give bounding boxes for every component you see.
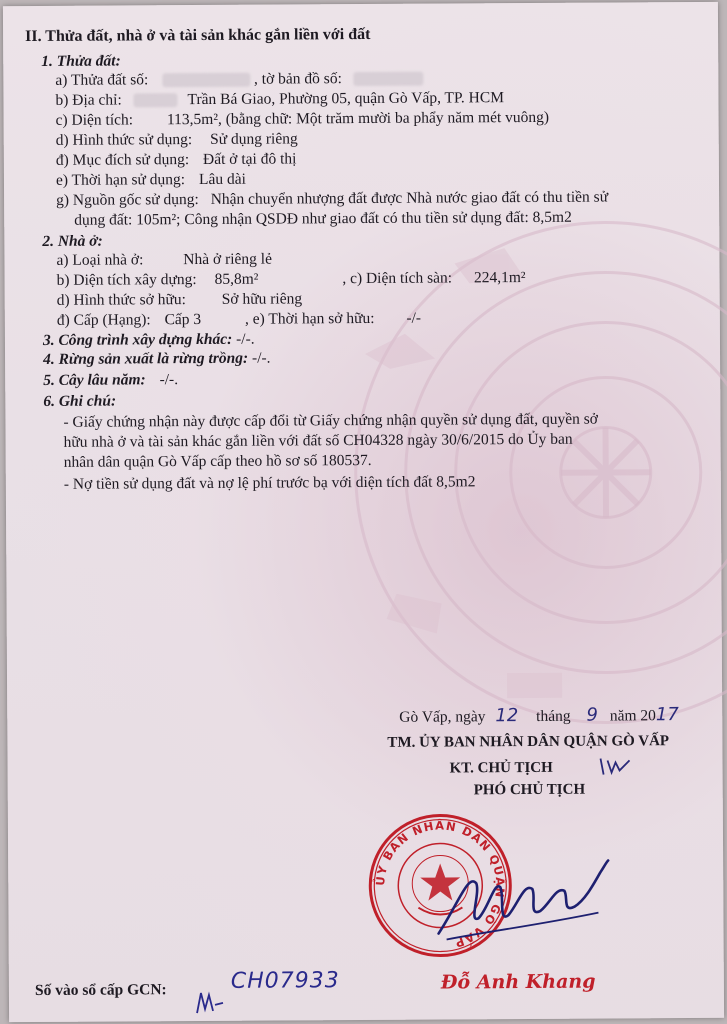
house-grade-value: Cấp 3	[164, 310, 202, 329]
other-construction-value: -/-.	[236, 330, 255, 348]
perennial-trees-row	[43, 371, 178, 390]
house-build-area-label: b) Diện tích xây dựng:	[56, 271, 197, 289]
house-floor-area-label: , c) Diện tích sàn:	[342, 269, 453, 288]
land-term-value: Lâu dài	[198, 170, 246, 188]
house-ownership-value: Sở hữu riêng	[221, 290, 303, 308]
planted-forest-label: 4. Rừng sản xuất là rừng trồng:	[43, 349, 249, 368]
signing-date-row	[399, 706, 679, 727]
land-term-row	[56, 171, 246, 190]
house-floor-area-value: 224,1m²	[473, 269, 526, 287]
land-origin-value-continued: dụng đất: 105m²; Công nhận QSDĐ như giao đất có thu tiền sử dụng đất: 8,5m2	[74, 208, 572, 229]
land-area-value: 113,5m², (bằng chữ: Một trăm mười ba phẩy năm mét vuông)	[166, 108, 550, 129]
house-type-row	[56, 251, 272, 270]
notes-heading: 6. Ghi chú:	[43, 392, 117, 410]
signing-month-label: tháng	[536, 707, 571, 725]
gcn-registry-number: CH07933	[230, 968, 340, 994]
certificate-page	[3, 2, 724, 1022]
signing-year-label: năm 20	[609, 707, 656, 725]
redacted-parcel-number	[162, 73, 250, 88]
signing-role: PHÓ CHỦ TỊCH	[473, 781, 586, 799]
land-parcel-label: a) Thửa đất số:	[55, 71, 149, 89]
land-heading: 1. Thửa đất:	[41, 52, 121, 70]
perennial-trees-label: 5. Cây lâu năm:	[43, 371, 146, 389]
house-term-label: , e) Thời hạn sở hữu:	[244, 309, 375, 328]
land-origin-row	[56, 189, 608, 210]
initials-mark-icon	[597, 754, 633, 780]
land-purpose-value: Đất ở tại đô thị	[202, 150, 297, 168]
land-area-row	[56, 109, 550, 130]
land-purpose-row	[56, 150, 297, 169]
signing-month: 9	[586, 704, 598, 726]
gcn-registry-label: Số vào sổ cấp GCN:	[34, 981, 167, 1000]
land-address-value: Trần Bá Giao, Phường 05, quận Gò Vấp, TP. HCM	[187, 89, 505, 109]
house-area-row	[57, 269, 526, 290]
house-heading: 2. Nhà ở:	[42, 232, 103, 250]
signing-place-label: Gò Vấp, ngày	[399, 708, 486, 726]
notes-line-1: - Giấy chứng nhận này được cấp đổi từ Giấy chứng nhận quyền sử dụng đất, quyền sở	[63, 410, 598, 431]
other-construction-row	[43, 331, 255, 350]
land-address-row	[55, 89, 504, 110]
perennial-trees-value: -/-.	[159, 371, 179, 389]
land-area-label: c) Diện tích:	[55, 111, 134, 129]
land-use-form-value: Sử dụng riêng	[210, 130, 298, 148]
land-use-form-row	[56, 130, 298, 149]
section-title: II. Thửa đất, nhà ở và tài sản khác gắn liền với đất	[25, 25, 371, 46]
house-ownership-label: d) Hình thức sở hữu:	[56, 291, 186, 309]
planted-forest-row	[43, 350, 271, 369]
registry-initials-icon	[193, 987, 227, 1017]
house-type-label: a) Loại nhà ở:	[56, 251, 144, 269]
house-grade-row	[57, 310, 421, 330]
handwritten-signature	[428, 842, 619, 953]
land-address-label: b) Địa chỉ:	[55, 91, 122, 109]
land-map-sheet-label: , tờ bản đồ số:	[253, 70, 342, 88]
land-origin-label: g) Nguồn gốc sử dụng:	[56, 191, 199, 209]
redacted-house-number	[134, 94, 178, 108]
other-construction-label: 3. Công trình xây dựng khác:	[42, 330, 233, 349]
house-ownership-row	[57, 290, 302, 309]
signing-day: 12	[495, 705, 519, 727]
redacted-map-sheet	[354, 72, 424, 86]
land-purpose-label: đ) Mục đích sử dụng:	[55, 151, 190, 169]
notes-line-4: - Nợ tiền sử dụng đất và nợ lệ phí trước bạ với diện tích đất 8,5m2	[63, 473, 476, 493]
house-build-area-value: 85,8m²	[214, 270, 259, 288]
notes-line-3: nhân dân quận Gò Vấp cấp theo hồ sơ số 180537.	[63, 451, 372, 471]
planted-forest-value: -/-.	[251, 349, 271, 367]
house-term-value: -/-	[406, 309, 422, 327]
signing-organization: TM. ỦY BAN NHÂN DÂN QUẬN GÒ VẤP	[387, 733, 670, 751]
house-grade-label: đ) Cấp (Hạng):	[56, 311, 151, 329]
signing-kt: KT. CHỦ TỊCH	[449, 759, 553, 777]
house-type-value: Nhà ở riêng lẻ	[183, 250, 273, 269]
signer-name: Đỗ Anh Khang	[440, 970, 596, 994]
land-use-form-label: d) Hình thức sử dụng:	[55, 131, 193, 149]
notes-line-2: hữu nhà ở và tài sản khác gắn liền với đất số CH04328 ngày 30/6/2015 do Ủy ban	[63, 430, 573, 451]
land-parcel-number-row	[55, 70, 424, 90]
signing-year: 17	[655, 704, 679, 726]
land-term-label: e) Thời hạn sử dụng:	[55, 171, 186, 189]
land-origin-value: Nhận chuyển nhượng đất được Nhà nước giao đất có thu tiền sử	[210, 188, 609, 208]
seal-text: ỦY BAN NHÂN DÂN QUẬN GÒ VẤP	[373, 818, 508, 951]
